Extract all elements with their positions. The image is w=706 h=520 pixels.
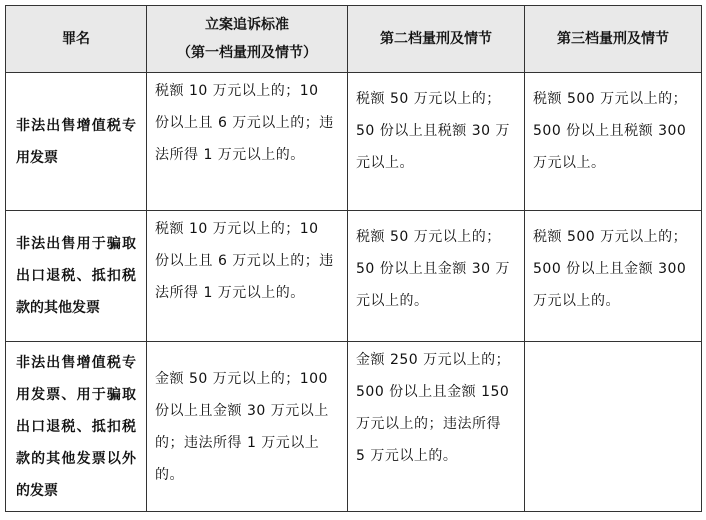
header-crime [6, 6, 147, 73]
table-row [6, 211, 702, 342]
header-tier3-label: 第三档量刑及情节 [557, 31, 669, 47]
row3-tier2: 金额 250 万元以上的；500 份以上且金额 150 万元以上的；违法所得 5 万元以上的。 [348, 342, 525, 512]
row1-tier2: 税额 50 万元以上的；50 份以上且税额 30 万元以上。 [348, 73, 525, 211]
row1-tier3: 税额 500 万元以上的；500 份以上且税额 300 万元以上。 [525, 73, 702, 211]
header-crime-label: 罪名 [62, 31, 90, 47]
row3-tier1: 金额 50 万元以上的；100 份以上且金额 30 万元以上的；违法所得 1 万元以上的。 [147, 342, 348, 512]
header-tier2 [348, 6, 525, 73]
row2-tier3: 税额 500 万元以上的；500 份以上且金额 300 万元以上的。 [525, 211, 702, 342]
header-row [6, 6, 702, 73]
table-row [6, 73, 702, 211]
row1-tier1: 税额 10 万元以上的；10 份以上且 6 万元以上的；违法所得 1 万元以上的。 [147, 73, 348, 211]
header-filing-standard [147, 6, 348, 73]
row3-crime: 非法出售增值税专用发票、用于骗取出口退税、抵扣税款的其他发票以外的发票 [6, 342, 147, 512]
header-filing-line1: 立案追诉标准 [205, 17, 289, 33]
header-tier2-label: 第二档量刑及情节 [380, 31, 492, 47]
row2-crime: 非法出售用于骗取出口退税、抵扣税款的其他发票 [6, 211, 147, 342]
header-filing-line2: （第一档量刑及情节） [177, 45, 317, 61]
row2-tier1: 税额 10 万元以上的；10 份以上且 6 万元以上的；违法所得 1 万元以上的。 [147, 211, 348, 342]
header-tier3 [525, 6, 702, 73]
row1-crime: 非法出售增值税专用发票 [6, 73, 147, 211]
row2-tier2: 税额 50 万元以上的；50 份以上且金额 30 万元以上的。 [348, 211, 525, 342]
table-row [6, 342, 702, 512]
sentencing-table [5, 5, 702, 512]
row3-tier3 [525, 342, 702, 512]
